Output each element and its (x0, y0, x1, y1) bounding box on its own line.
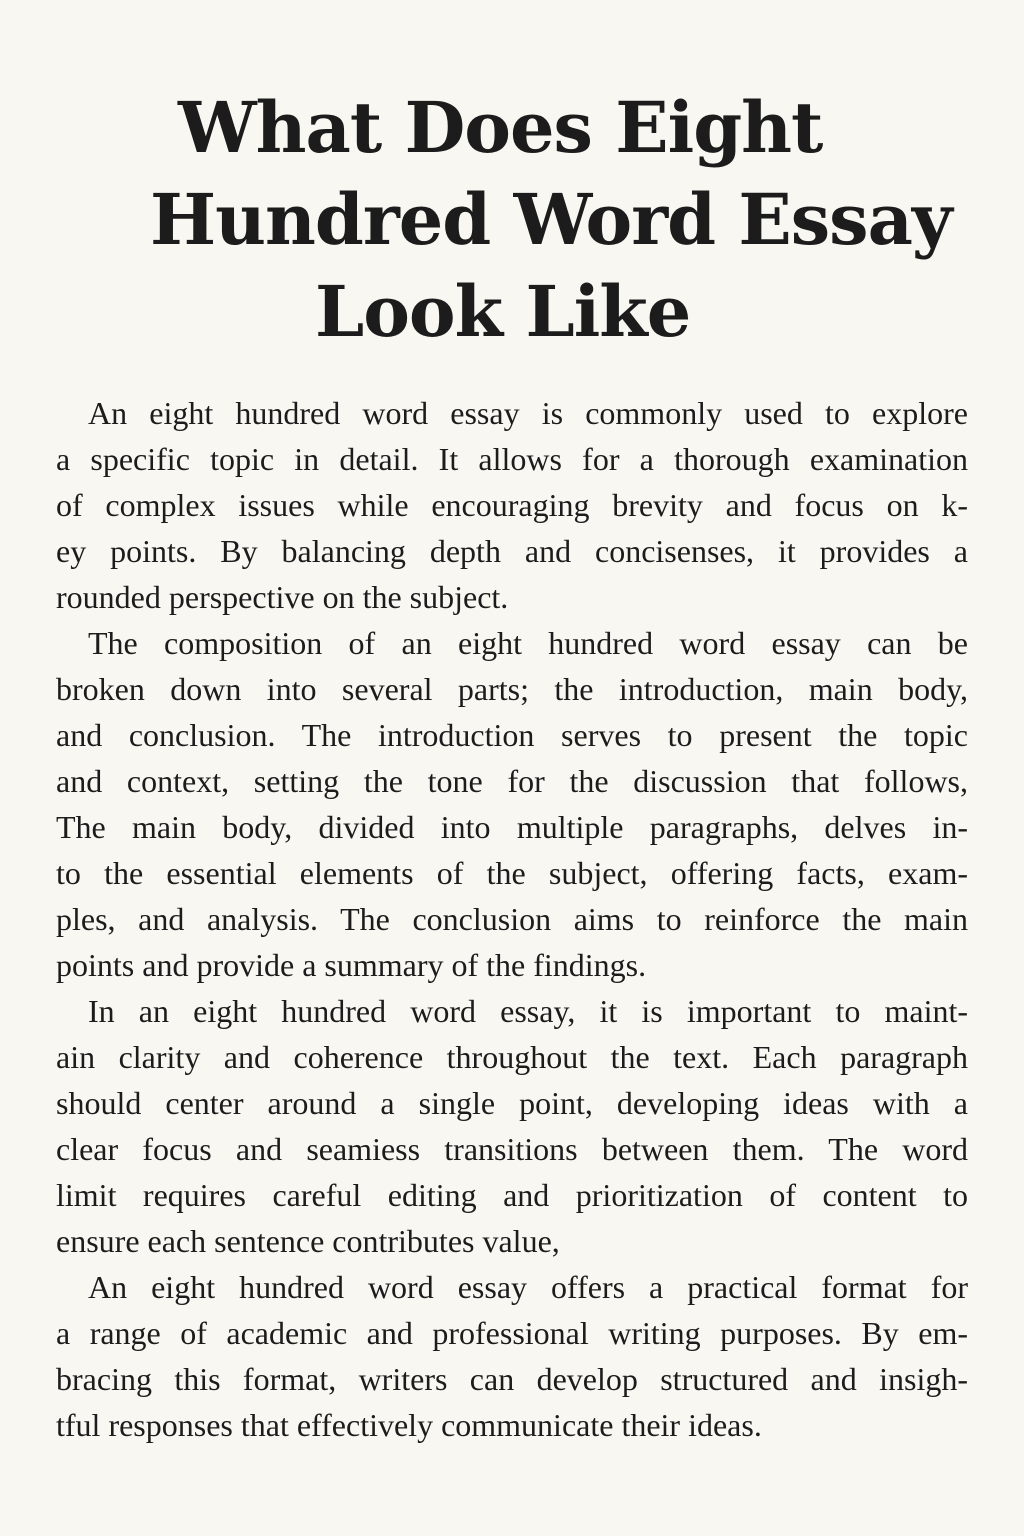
title-line: Look Like (315, 270, 691, 353)
text-line: and conclusion. The introduction serves to present the topic (56, 717, 968, 753)
text-line: ey points. By balancing depth and concisenses, it provides a (56, 533, 968, 569)
paragraph-3 (56, 988, 968, 1264)
title-line: What Does Eight (178, 86, 823, 169)
text-line: The main body, divided into multiple paragraphs, delves in- (56, 809, 968, 845)
text-line: of complex issues while encouraging brevity and focus on k- (56, 487, 968, 523)
text-line: points and provide a summary of the findings. (56, 947, 647, 983)
text-line: broken down into several parts; the introduction, main body, (56, 671, 968, 707)
title-line: Hundred Word Essay (150, 178, 952, 261)
text-line: tful responses that effectively communicate their ideas. (56, 1407, 762, 1443)
text-line: ain clarity and coherence throughout the text. Each paragraph (56, 1039, 968, 1075)
essay-body (56, 390, 968, 1448)
paragraph-2 (56, 620, 968, 988)
text-line: In an eight hundred word essay, it is important to maint- (88, 993, 968, 1029)
text-line: and context, setting the tone for the discussion that follows, (56, 763, 968, 799)
text-line: to the essential elements of the subject, offering facts, exam- (56, 855, 968, 891)
text-line: a specific topic in detail. It allows for a thorough examination (56, 441, 968, 477)
text-line: An eight hundred word essay offers a practical format for (88, 1269, 968, 1305)
page-title (0, 82, 1024, 358)
text-line: ensure each sentence contributes value, (56, 1223, 560, 1259)
text-line: The composition of an eight hundred word essay can be (88, 625, 968, 661)
paragraph-1 (56, 390, 968, 620)
text-line: clear focus and seamiess transitions between them. The word (56, 1131, 968, 1167)
text-line: limit requires careful editing and prioritization of content to (56, 1177, 968, 1213)
text-line: ples, and analysis. The conclusion aims to reinforce the main (56, 901, 968, 937)
paragraph-4 (56, 1264, 968, 1448)
text-line: An eight hundred word essay is commonly used to explore (88, 395, 968, 431)
text-line: a range of academic and professional writing purposes. By em- (56, 1315, 968, 1351)
text-line: should center around a single point, developing ideas with a (56, 1085, 968, 1121)
text-line: rounded perspective on the subject. (56, 579, 509, 615)
text-line: bracing this format, writers can develop structured and insigh- (56, 1361, 968, 1397)
